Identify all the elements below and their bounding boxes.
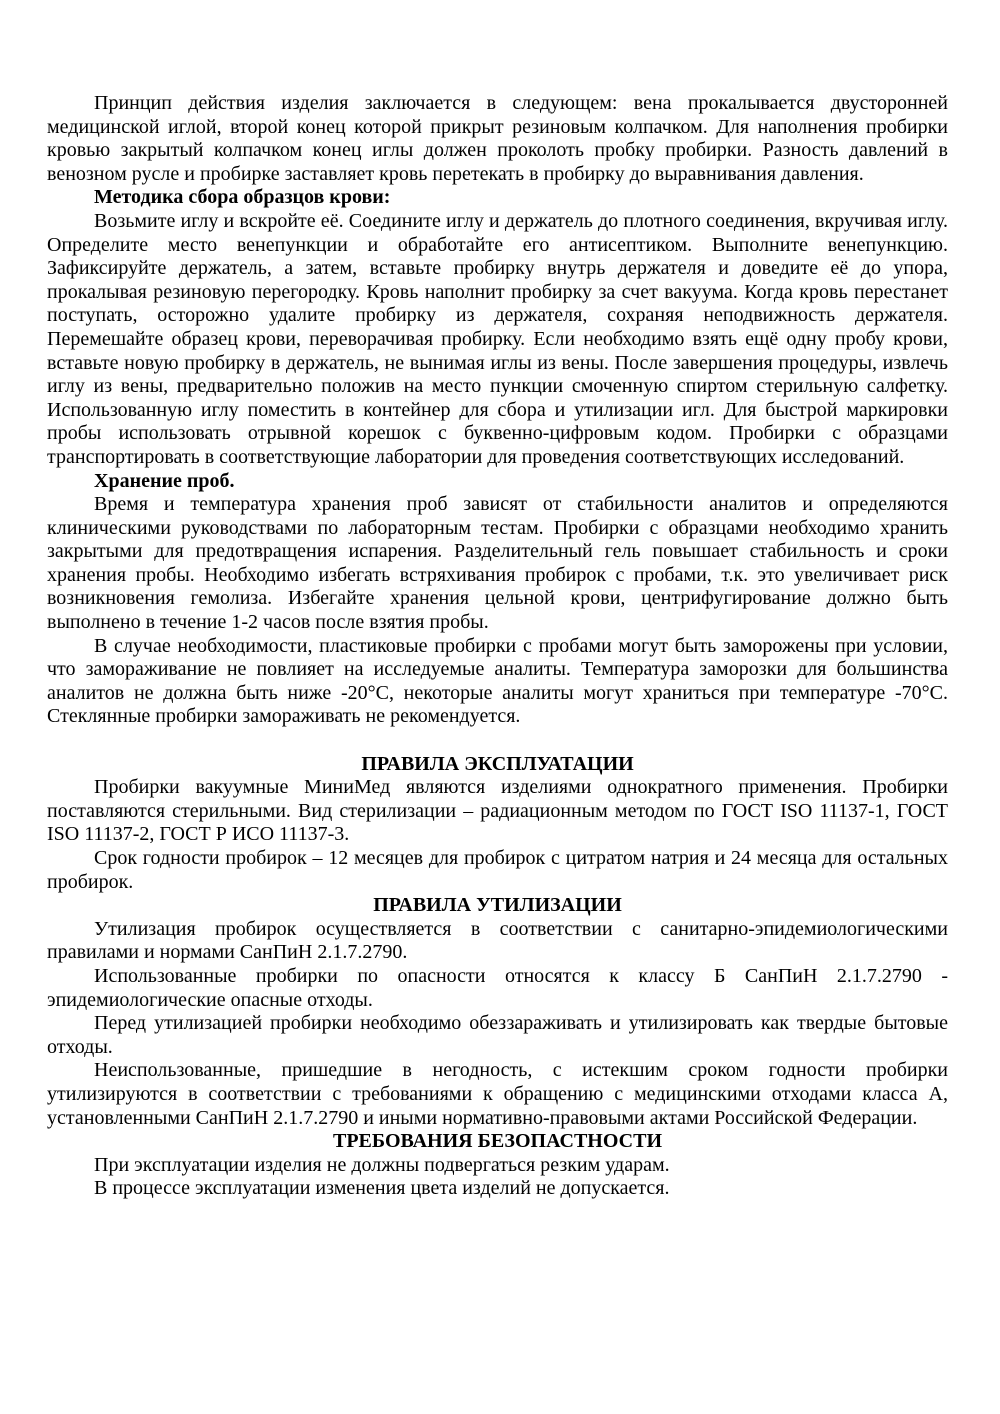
body-paragraph: При эксплуатации изделия не должны подвергаться резким ударам. [94, 1153, 670, 1176]
body-paragraph: Неиспользованные, пришедшие в негодность, с истекшим сроком годности пробирки утилизируются в соответствии с требованиями к обращению с медицинскими отходами класса А, установленными СанПиН 2.1.7.2790 и иными нормативно-правовыми актами Российской Федерации. [47, 1059, 948, 1129]
section-heading: ПРАВИЛА ЭКСПЛУАТАЦИИ [361, 752, 634, 775]
body-paragraph: Использованные пробирки по опасности относятся к классу Б СанПиН 2.1.7.2790 - эпидемиологические опасные отходы. [47, 964, 948, 1011]
section-subheading: Хранение проб. [94, 469, 235, 492]
body-paragraph: В случае необходимости, пластиковые пробирки с пробами могут быть заморожены при условии, что замораживание не повлияет на исследуемые аналиты. Температура заморозки для большинства аналитов не должна быть ниже -20°С, некоторые аналиты могут храниться при температуре -70°С. Стеклянные пробирки замораживать не рекомендуется. [47, 634, 948, 728]
section-heading: ТРЕБОВАНИЯ БЕЗОПАСТНОСТИ [332, 1130, 663, 1153]
section-heading: ПРАВИЛА УТИЛИЗАЦИИ [373, 894, 622, 917]
document-content [47, 92, 948, 1201]
body-paragraph: Принцип действия изделия заключается в следующем: вена прокалывается двусторонней медицинской иглой, второй конец которой прикрыт резиновым колпачком. Для наполнения пробирки кровью закрытый колпачком конец иглы должен проколоть пробку пробирки. Разность давлений в венозном русле и пробирке заставляет кровь перетекать в пробирку до выравнивания давления. [47, 92, 948, 185]
body-paragraph: Перед утилизацией пробирки необходимо обеззараживать и утилизировать как твердые бытовые отходы. [47, 1012, 948, 1058]
body-paragraph: Время и температура хранения проб зависят от стабильности аналитов и определяются клиническими руководствами по лабораторным тестам. Пробирки с образцами необходимо хранить закрытыми для предотвращения испарения. Разделительный гель повышает стабильность и сроки хранения пробы. Необходимо избегать встряхивания пробирок с пробами, т.к. это увеличивает риск возникновения гемолиза. Избегайте хранения цельной крови, центрифугирование должно быть выполнено в течение 1-2 часов после взятия пробы. [47, 493, 948, 634]
body-paragraph: В процессе эксплуатации изменения цвета изделий не допускается. [94, 1177, 670, 1200]
section-subheading: Методика сбора образцов крови: [94, 186, 391, 209]
body-paragraph: Срок годности пробирок – 12 месяцев для пробирок с цитратом натрия и 24 месяца для остальных пробирок. [47, 847, 948, 893]
body-paragraph: Возьмите иглу и вскройте её. Соедините иглу и держатель до плотного соединения, вкручивая иглу. Определите место венепункции и обработайте его антисептиком. Выполните венепункцию. Зафиксируйте держатель, а затем, вставьте пробирку внутрь держателя и доведите её до упора, прокалывая резиновую перегородку. Кровь наполнит пробирку за счет вакуума. Когда кровь перестанет поступать, осторожно удалите пробирку из держателя, сохраняя неподвижность держателя. Перемешайте образец крови, переворачивая пробирку. Если необходимо взять ещё одну пробу крови, вставьте новую пробирку в держатель, не вынимая иглы из вены. После завершения процедуры, извлечь иглу из вены, предварительно положив на место пункции смоченную спиртом стерильную салфетку. Использованную иглу поместить в контейнер для сбора и утилизации игл. Для быстрой маркировки пробы использовать отрывной корешок с буквенно-цифровым кодом. Пробирки с образцами транспортировать в соответствующие лаборатории для проведения соответствующих исследований. [47, 209, 948, 468]
body-paragraph: Пробирки вакуумные МиниМед являются изделиями однократного применения. Пробирки поставляются стерильными. Вид стерилизации – радиационным методом по ГОСТ ISO 11137-1, ГОСТ ISO 11137-2, ГОСТ Р ИСО 11137-3. [47, 776, 948, 846]
body-paragraph: Утилизация пробирок осуществляется в соответствии с санитарно-эпидемиологическими правилами и нормами СанПиН 2.1.7.2790. [47, 917, 948, 964]
